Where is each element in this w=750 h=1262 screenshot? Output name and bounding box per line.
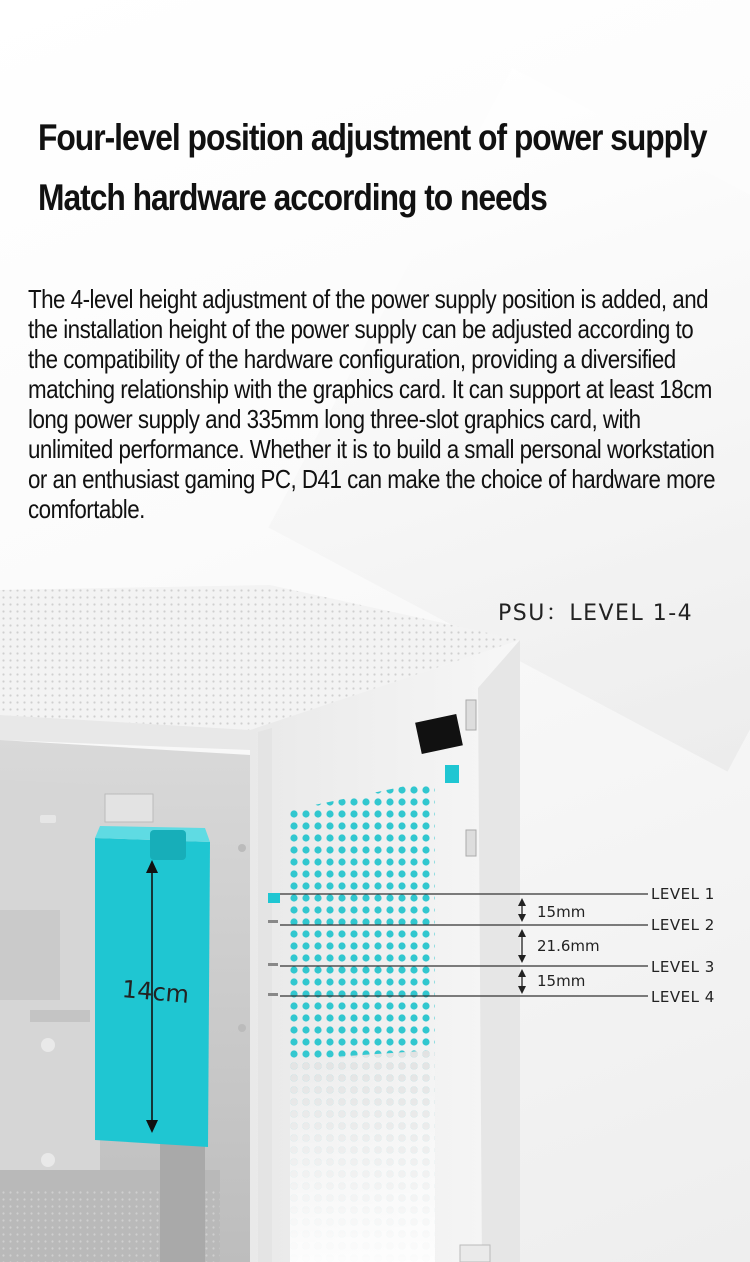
front-panel [238, 640, 520, 1262]
spacing-1-2: 15mm [537, 903, 586, 921]
level-4-label: LEVEL 4 [651, 988, 715, 1006]
spacing-3-4: 15mm [537, 972, 586, 990]
headline [38, 108, 707, 228]
spacing-2-3: 21.6mm [537, 937, 600, 955]
level-1-label: LEVEL 1 [651, 885, 715, 903]
psu-length-label: 14cm [120, 975, 191, 1009]
headline-line-1: Four-level position adjustment of power supply [38, 117, 707, 158]
headline-line-2: Match hardware according to needs [38, 177, 547, 218]
level-3-label: LEVEL 3 [651, 958, 715, 976]
psu-level-label: PSU：LEVEL 1-4 [498, 601, 694, 626]
pc-case-illustration [0, 580, 750, 1262]
level-2-label: LEVEL 2 [651, 916, 715, 934]
description-paragraph: The 4-level height adjustment of the power supply position is added, and the installation height of the power supply can be adjusted according to the compatibility of the hardware configuration, providing a diversified matching relationship with the graphics card. It can support at least 18cm long power supply and 335mm long three-slot graphics card, with unlimited performance. Whether it is to build a small personal workstation or an enthusiast gaming PC, D41 can make the choice of hardware more comfortable. [28, 284, 716, 524]
